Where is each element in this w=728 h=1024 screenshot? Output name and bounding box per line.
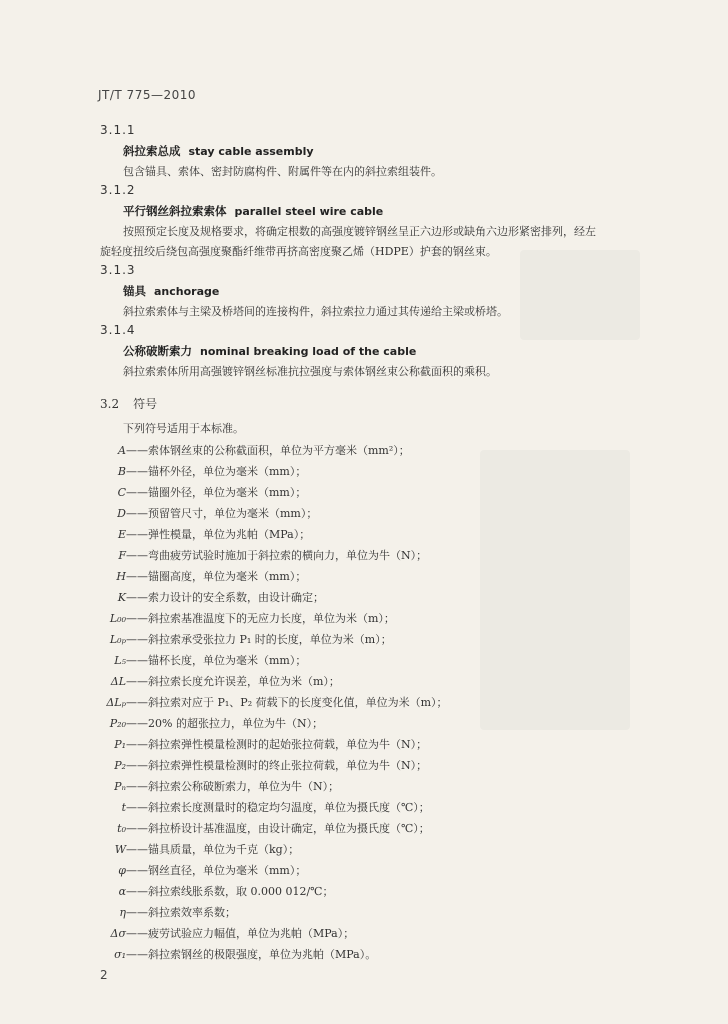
term-heading	[123, 343, 416, 359]
section-number: 3.1.3	[100, 263, 136, 277]
symbol: P₁	[114, 738, 126, 751]
symbol: C	[117, 486, 126, 499]
term-cn: 平行钢丝斜拉索索体	[123, 204, 227, 218]
symbol: Pₙ	[114, 780, 126, 793]
symbol: L₀ₚ	[109, 633, 126, 646]
term-definition: 按照预定长度及规格要求，将确定根数的高强度镀锌钢丝呈正六边形或缺角六边形紧密排列，经左	[123, 225, 596, 238]
symbol-description: ——预留管尺寸，单位为毫米（mm）；	[126, 507, 318, 520]
section-number: 3.2	[100, 397, 120, 411]
symbol: H	[116, 570, 126, 583]
document-header: JT/T 775—2010	[98, 88, 196, 102]
symbol-row	[100, 799, 430, 815]
symbol-description: ——斜拉桥设计基准温度，由设计确定，单位为摄氏度（℃）；	[126, 822, 430, 835]
symbol-row	[100, 778, 339, 794]
show-through-smudge	[520, 250, 640, 340]
page-number: 2	[100, 968, 108, 982]
section-number: 3.1.2	[100, 183, 136, 197]
term-heading	[123, 283, 219, 299]
symbol-row	[100, 883, 334, 899]
section-title: 符号	[133, 397, 158, 411]
symbol: P₂₀	[109, 717, 126, 730]
symbol-row	[100, 442, 410, 458]
symbol-row	[100, 568, 306, 584]
symbol-row	[100, 757, 427, 773]
symbol: L₅	[114, 654, 126, 667]
term-definition: 斜拉索索体与主梁及桥塔间的连接构件，斜拉索拉力通过其传递给主梁或桥塔。	[123, 305, 508, 318]
symbol-row	[100, 463, 306, 479]
symbol-row	[100, 652, 306, 668]
term-definition-cont: 旋轻度扭绞后绕包高强度聚酯纤维带再挤高密度聚乙烯（HDPE）护套的钢丝束。	[100, 245, 497, 258]
symbol: t	[121, 801, 126, 814]
symbol-row	[100, 610, 395, 626]
symbol: t₀	[117, 822, 126, 835]
section-number: 3.1.1	[100, 123, 136, 137]
symbol-description: ——斜拉索长度允许误差，单位为米（m）；	[126, 675, 340, 688]
symbol-description: ——锚圈高度，单位为毫米（mm）；	[126, 570, 307, 583]
symbol-row	[100, 946, 376, 962]
symbol: L₀₀	[109, 612, 126, 625]
term-definition: 包含锚具、索体、密封防腐构件、附属件等在内的斜拉索组装件。	[123, 165, 442, 178]
symbol-row	[100, 673, 340, 689]
symbol: P₂	[114, 759, 126, 772]
symbol-description: ——20% 的超张拉力，单位为牛（N）；	[126, 717, 324, 730]
term-en: stay cable assembly	[188, 145, 314, 158]
symbol-description: ——锚圈外径，单位为毫米（mm）；	[126, 486, 307, 499]
term-definition: 斜拉索索体所用高强镀锌钢丝标准抗拉强度与索体钢丝束公称截面积的乘积。	[123, 365, 497, 378]
symbol-row	[100, 526, 310, 542]
symbols-intro: 下列符号适用于本标准。	[123, 422, 244, 435]
symbol-description: ——索体钢丝束的公称截面积，单位为平方毫米（mm²）；	[126, 444, 410, 457]
symbol-row	[100, 505, 317, 521]
symbol-description: ——弯曲疲劳试验时施加于斜拉索的横向力，单位为牛（N）；	[126, 549, 428, 562]
symbol-description: ——斜拉索弹性模量检测时的起始张拉荷载，单位为牛（N）；	[126, 738, 428, 751]
symbol-row	[100, 694, 448, 710]
symbol-row	[100, 820, 430, 836]
symbol-row	[100, 631, 392, 647]
symbol: D	[117, 507, 126, 520]
symbol-description: ——斜拉索承受张拉力 P₁ 时的长度，单位为米（m）；	[126, 633, 392, 646]
symbol: Δσ	[110, 927, 126, 940]
symbol-row	[100, 862, 306, 878]
symbol: ΔL	[110, 675, 126, 688]
section-heading	[100, 395, 157, 412]
symbol: ΔLₚ	[106, 696, 126, 709]
symbol: φ	[118, 864, 126, 877]
symbol-row	[100, 841, 299, 857]
term-cn: 锚具	[123, 284, 146, 298]
term-cn: 斜拉索总成	[123, 144, 181, 158]
symbol-description: ——斜拉索效率系数；	[126, 906, 236, 919]
symbol: σ₁	[114, 948, 126, 961]
symbol-description: ——钢丝直径，单位为毫米（mm）；	[126, 864, 307, 877]
symbol-description: ——斜拉索对应于 P₁、P₂ 荷载下的长度变化值，单位为米（m）；	[126, 696, 448, 709]
symbol-row	[100, 547, 427, 563]
term-en: nominal breaking load of the cable	[200, 345, 417, 358]
symbol: E	[117, 528, 126, 541]
symbol: α	[118, 885, 126, 898]
term-en: anchorage	[154, 285, 220, 298]
symbol-description: ——斜拉索基准温度下的无应力长度，单位为米（m）；	[126, 612, 395, 625]
symbol-description: ——斜拉索钢丝的极限强度，单位为兆帕（MPa）。	[126, 948, 377, 961]
symbol-description: ——锚具质量，单位为千克（kg）；	[126, 843, 300, 856]
symbol: η	[119, 906, 126, 919]
symbol-row	[100, 484, 306, 500]
symbol: K	[117, 591, 126, 604]
term-heading	[123, 143, 314, 159]
symbol-description: ——锚杯外径，单位为毫米（mm）；	[126, 465, 307, 478]
symbol-description: ——斜拉索弹性模量检测时的终止张拉荷载，单位为牛（N）；	[126, 759, 428, 772]
symbol-description: ——疲劳试验应力幅值，单位为兆帕（MPa）；	[126, 927, 355, 940]
section-number: 3.1.4	[100, 323, 136, 337]
symbol-description: ——斜拉索公称破断索力，单位为牛（N）；	[126, 780, 340, 793]
symbol-row	[100, 736, 427, 752]
term-en: parallel steel wire cable	[234, 205, 384, 218]
symbol-description: ——锚杯长度，单位为毫米（mm）；	[126, 654, 307, 667]
symbol-description: ——索力设计的安全系数，由设计确定；	[126, 591, 324, 604]
symbol: F	[118, 549, 126, 562]
show-through-smudge	[480, 450, 630, 730]
symbol: A	[118, 444, 126, 457]
symbol: B	[117, 465, 126, 478]
symbol-row	[100, 904, 236, 920]
term-cn: 公称破断索力	[123, 344, 192, 358]
symbol-description: ——弹性模量，单位为兆帕（MPa）；	[126, 528, 311, 541]
symbol-row	[100, 715, 323, 731]
symbol-row	[100, 925, 354, 941]
symbol-description: ——斜拉索线胀系数，取 0.000 012/℃；	[126, 885, 334, 898]
symbol-row	[100, 589, 324, 605]
symbol: W	[114, 843, 126, 856]
symbol-description: ——斜拉索长度测量时的稳定均匀温度，单位为摄氏度（℃）；	[126, 801, 430, 814]
term-heading	[123, 203, 383, 219]
